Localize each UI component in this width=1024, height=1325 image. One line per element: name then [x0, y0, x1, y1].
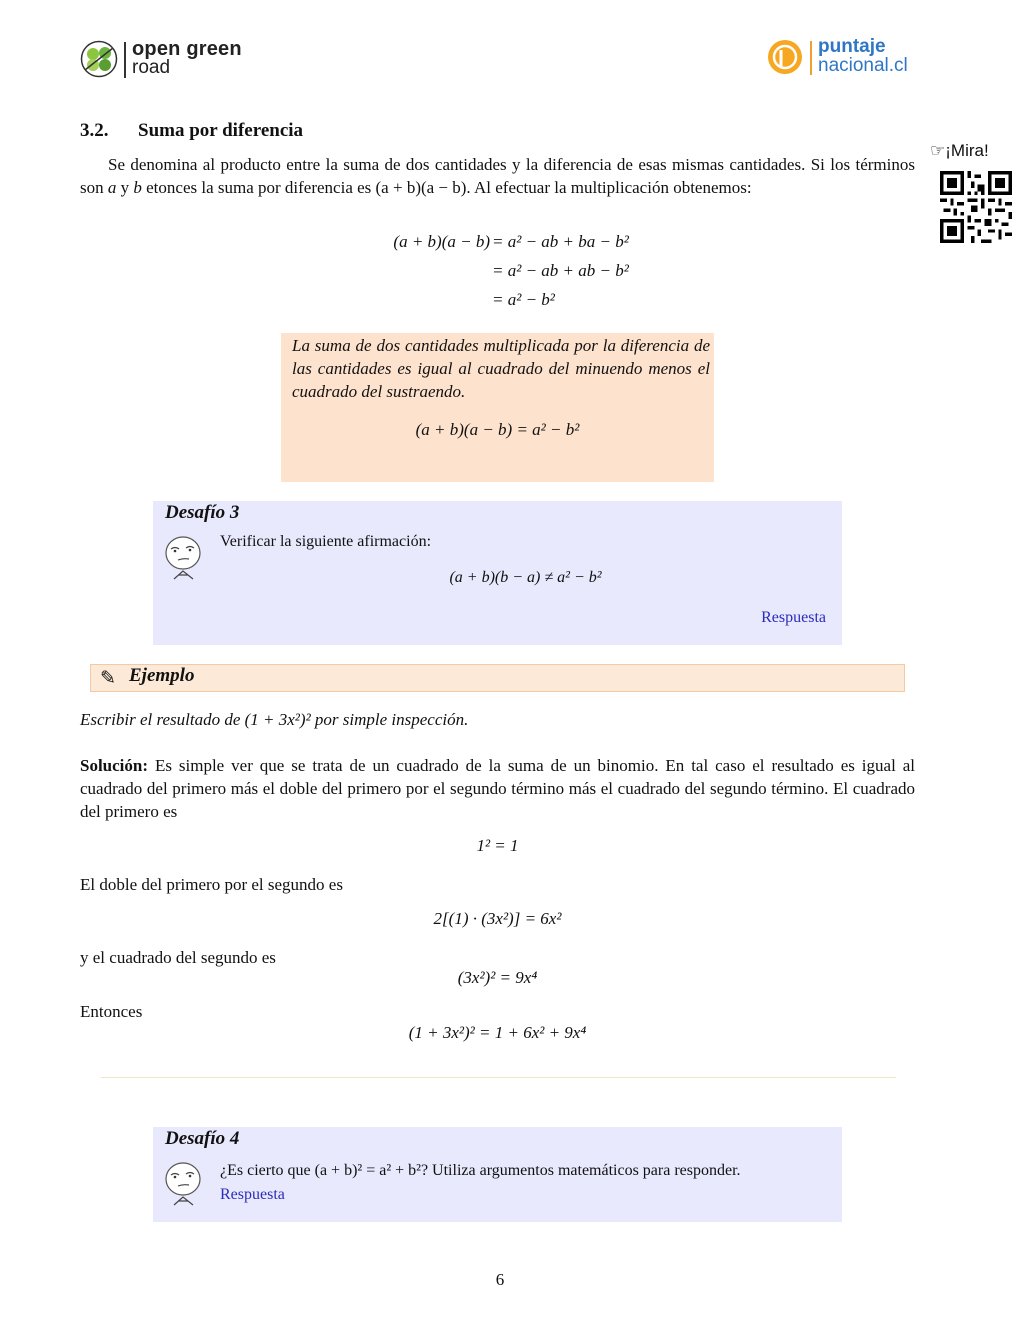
- example-prompt: Escribir el resultado de (1 + 3x²)² por simple inspección.: [80, 710, 469, 729]
- example-equation-3: (3x²)² = 9x⁴: [457, 968, 538, 987]
- clover-logo-icon: [80, 40, 118, 78]
- solution-paragraph: [80, 754, 915, 823]
- puntaje-logo-icon: [766, 38, 804, 76]
- intro-word-y: y: [120, 178, 130, 197]
- solution-label: Solución:: [80, 756, 149, 775]
- pencil-icon: ✎: [100, 667, 116, 689]
- example-equation-1: 1² = 1: [476, 836, 519, 855]
- example-header-bar: [90, 664, 905, 692]
- logo-divider: [810, 41, 812, 75]
- expansion-equations: [0, 232, 1024, 312]
- example-text-3: y el cuadrado del segundo es: [80, 948, 276, 967]
- challenge-4-title: Desafío 4: [165, 1128, 240, 1149]
- thinking-face-icon: [161, 1161, 205, 1211]
- logo-divider: [124, 42, 126, 78]
- example-equation-2: 2[(1) · (3x²)] = 6x²: [433, 909, 562, 928]
- challenge-3-title: Desafío 3: [165, 502, 240, 523]
- open-green-road-logo: [80, 38, 280, 82]
- page-number: 6: [495, 1270, 505, 1289]
- rule-formula: (a + b)(a − b) = a² − b²: [415, 420, 580, 439]
- intro-text-1: Se denomina al producto entre la suma de dos cantidades y la diferencia de esas mismas cantidades. Si los términos son: [80, 155, 915, 197]
- challenge-3-formula: (a + b)(b − a) ≠ a² − b²: [449, 569, 602, 586]
- logo-text-line2: nacional.cl: [818, 55, 908, 76]
- intro-var-a: a: [107, 178, 117, 197]
- example-title: Ejemplo: [129, 665, 195, 686]
- puntaje-nacional-logo: [766, 38, 946, 82]
- rule-text: La suma de dos cantidades multiplicada por la diferencia de las cantidades es igual al cuadrado del minuendo menos el cuadrado del sustraendo.: [292, 336, 710, 401]
- logo-text-line1: puntaje: [818, 36, 886, 57]
- equation-lhs: (a + b)(a − b): [393, 232, 490, 251]
- mira-label[interactable]: ☞¡Mira!: [930, 141, 989, 160]
- section-title: Suma por diferencia: [138, 120, 304, 141]
- logo-text-line1: open green: [132, 38, 242, 60]
- challenge-3-box: [153, 501, 842, 645]
- solution-text: Es simple ver que se trata de un cuadrado de la suma de un binomio. En tal caso el resultado es igual al cuadrado del primero más el doble del primero por el segundo término más el cuadrado del segundo término. El cuadrado del primero es: [80, 756, 915, 821]
- section-number: 3.2.: [80, 120, 109, 141]
- intro-paragraph: [80, 153, 915, 199]
- equation-line-2: = a² − ab + ab − b²: [492, 261, 629, 280]
- example-text-2: El doble del primero por el segundo es: [80, 875, 343, 894]
- challenge-4-box: [153, 1127, 842, 1222]
- example-text-4: Entonces: [80, 1002, 143, 1021]
- example-equation-4: (1 + 3x²)² = 1 + 6x² + 9x⁴: [408, 1023, 587, 1042]
- logo-text-line2: road: [132, 57, 171, 78]
- challenge-3-text: Verificar la siguiente afirmación:: [220, 533, 432, 550]
- challenge-4-answer-link[interactable]: Respuesta: [220, 1186, 285, 1203]
- intro-var-b: b: [133, 178, 142, 197]
- intro-text-2: etonces la suma por diferencia es (a + b)(a − b). Al efectuar la multiplicación obtenemos:: [146, 178, 752, 197]
- challenge-3-answer-link[interactable]: Respuesta: [761, 609, 826, 626]
- section-divider: [101, 1077, 896, 1078]
- equation-line-1: = a² − ab + ba − b²: [492, 232, 629, 251]
- equation-line-3: = a² − b²: [492, 290, 555, 309]
- section-heading: [80, 120, 303, 142]
- challenge-4-text: ¿Es cierto que (a + b)² = a² + b²? Utiliza argumentos matemáticos para responder.: [220, 1162, 741, 1179]
